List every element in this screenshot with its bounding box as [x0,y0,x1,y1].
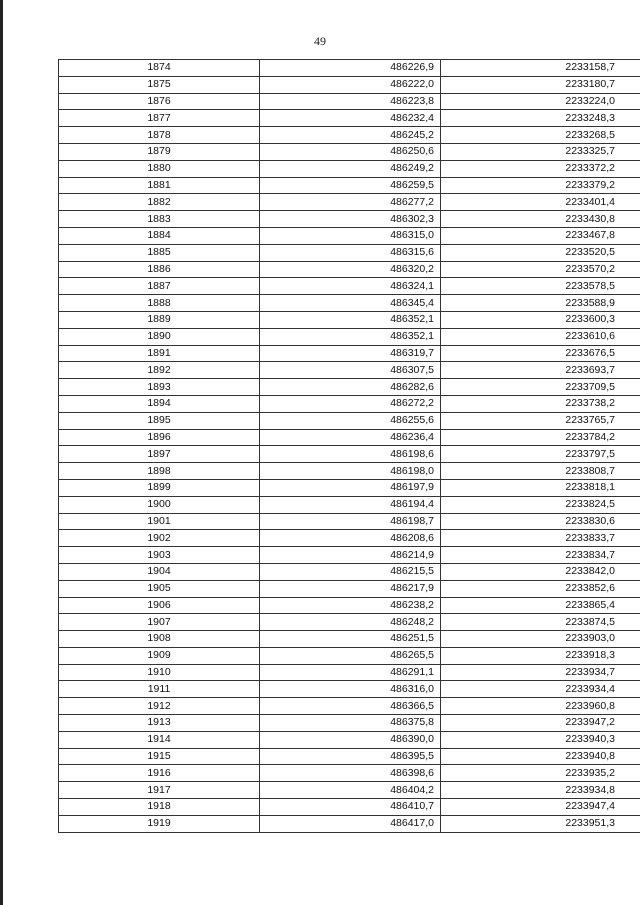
x-coordinate-cell: 486395,5 [260,748,441,765]
x-coordinate-cell: 486248,2 [260,614,441,631]
point-number-cell: 1887 [59,278,260,295]
point-number-cell: 1888 [59,295,260,312]
point-number-cell: 1876 [59,93,260,110]
point-number-cell: 1874 [59,60,260,77]
table-row [59,563,640,580]
table-row [59,547,640,564]
table-row [59,412,640,429]
x-coordinate-cell: 486291,1 [260,664,441,681]
x-coordinate-cell: 486197,9 [260,479,441,496]
y-coordinate-cell: 2233570,2 [441,261,640,278]
y-coordinate-cell: 2233947,4 [441,799,640,816]
point-number-cell: 1916 [59,765,260,782]
point-number-cell: 1908 [59,631,260,648]
table-row [59,345,640,362]
table-row [59,311,640,328]
table-row [59,60,640,77]
y-coordinate-cell: 2233934,7 [441,664,640,681]
table-row [59,429,640,446]
x-coordinate-cell: 486282,6 [260,379,441,396]
y-coordinate-cell: 2233430,8 [441,211,640,228]
y-coordinate-cell: 2233379,2 [441,177,640,194]
y-coordinate-cell: 2233842,0 [441,563,640,580]
point-number-cell: 1886 [59,261,260,278]
y-coordinate-cell: 2233372,2 [441,160,640,177]
point-number-cell: 1889 [59,311,260,328]
table-row [59,295,640,312]
table-row [59,815,640,832]
x-coordinate-cell: 486398,6 [260,765,441,782]
x-coordinate-cell: 486232,4 [260,110,441,127]
x-coordinate-cell: 486417,0 [260,815,441,832]
y-coordinate-cell: 2233248,3 [441,110,640,127]
y-coordinate-cell: 2233325,7 [441,143,640,160]
page-left-edge [0,0,3,905]
point-number-cell: 1897 [59,446,260,463]
point-number-cell: 1914 [59,731,260,748]
coordinates-table-body [59,60,640,833]
x-coordinate-cell: 486410,7 [260,799,441,816]
point-number-cell: 1893 [59,379,260,396]
point-number-cell: 1910 [59,664,260,681]
point-number-cell: 1892 [59,362,260,379]
point-number-cell: 1898 [59,463,260,480]
table-row [59,614,640,631]
table-row [59,177,640,194]
x-coordinate-cell: 486272,2 [260,395,441,412]
point-number-cell: 1891 [59,345,260,362]
point-number-cell: 1896 [59,429,260,446]
x-coordinate-cell: 486352,1 [260,328,441,345]
y-coordinate-cell: 2233224,0 [441,93,640,110]
point-number-cell: 1911 [59,681,260,698]
point-number-cell: 1901 [59,513,260,530]
x-coordinate-cell: 486307,5 [260,362,441,379]
coordinates-table [58,59,640,833]
x-coordinate-cell: 486208,6 [260,530,441,547]
y-coordinate-cell: 2233693,7 [441,362,640,379]
x-coordinate-cell: 486302,3 [260,211,441,228]
x-coordinate-cell: 486198,7 [260,513,441,530]
y-coordinate-cell: 2233610,6 [441,328,640,345]
y-coordinate-cell: 2233784,2 [441,429,640,446]
point-number-cell: 1875 [59,76,260,93]
x-coordinate-cell: 486375,8 [260,715,441,732]
y-coordinate-cell: 2233934,4 [441,681,640,698]
y-coordinate-cell: 2233268,5 [441,127,640,144]
point-number-cell: 1909 [59,647,260,664]
x-coordinate-cell: 486214,9 [260,547,441,564]
x-coordinate-cell: 486223,8 [260,93,441,110]
table-row [59,580,640,597]
table-row [59,513,640,530]
table-row [59,681,640,698]
y-coordinate-cell: 2233676,5 [441,345,640,362]
y-coordinate-cell: 2233874,5 [441,614,640,631]
y-coordinate-cell: 2233738,2 [441,395,640,412]
point-number-cell: 1918 [59,799,260,816]
x-coordinate-cell: 486366,5 [260,698,441,715]
x-coordinate-cell: 486245,2 [260,127,441,144]
table-row [59,698,640,715]
y-coordinate-cell: 2233824,5 [441,496,640,513]
y-coordinate-cell: 2233588,9 [441,295,640,312]
point-number-cell: 1900 [59,496,260,513]
table-row [59,194,640,211]
x-coordinate-cell: 486259,5 [260,177,441,194]
table-row [59,93,640,110]
table-row [59,597,640,614]
y-coordinate-cell: 2233934,8 [441,782,640,799]
x-coordinate-cell: 486277,2 [260,194,441,211]
y-coordinate-cell: 2233834,7 [441,547,640,564]
y-coordinate-cell: 2233808,7 [441,463,640,480]
x-coordinate-cell: 486315,0 [260,227,441,244]
table-row [59,261,640,278]
point-number-cell: 1879 [59,143,260,160]
y-coordinate-cell: 2233865,4 [441,597,640,614]
y-coordinate-cell: 2233520,5 [441,244,640,261]
point-number-cell: 1883 [59,211,260,228]
point-number-cell: 1905 [59,580,260,597]
y-coordinate-cell: 2233578,5 [441,278,640,295]
table-row [59,463,640,480]
point-number-cell: 1917 [59,782,260,799]
x-coordinate-cell: 486198,6 [260,446,441,463]
y-coordinate-cell: 2233180,7 [441,76,640,93]
point-number-cell: 1913 [59,715,260,732]
table-row [59,143,640,160]
table-row [59,244,640,261]
y-coordinate-cell: 2233765,7 [441,412,640,429]
y-coordinate-cell: 2233830,6 [441,513,640,530]
point-number-cell: 1877 [59,110,260,127]
x-coordinate-cell: 486249,2 [260,160,441,177]
point-number-cell: 1915 [59,748,260,765]
table-row [59,748,640,765]
x-coordinate-cell: 486194,4 [260,496,441,513]
table-row [59,362,640,379]
x-coordinate-cell: 486255,6 [260,412,441,429]
point-number-cell: 1881 [59,177,260,194]
point-number-cell: 1904 [59,563,260,580]
table-row [59,227,640,244]
point-number-cell: 1903 [59,547,260,564]
y-coordinate-cell: 2233947,2 [441,715,640,732]
table-row [59,127,640,144]
x-coordinate-cell: 486404,2 [260,782,441,799]
table-row [59,782,640,799]
x-coordinate-cell: 486390,0 [260,731,441,748]
y-coordinate-cell: 2233951,3 [441,815,640,832]
x-coordinate-cell: 486222,0 [260,76,441,93]
point-number-cell: 1885 [59,244,260,261]
x-coordinate-cell: 486345,4 [260,295,441,312]
y-coordinate-cell: 2233709,5 [441,379,640,396]
point-number-cell: 1906 [59,597,260,614]
x-coordinate-cell: 486319,7 [260,345,441,362]
y-coordinate-cell: 2233960,8 [441,698,640,715]
point-number-cell: 1882 [59,194,260,211]
x-coordinate-cell: 486316,0 [260,681,441,698]
y-coordinate-cell: 2233797,5 [441,446,640,463]
table-row [59,160,640,177]
point-number-cell: 1878 [59,127,260,144]
x-coordinate-cell: 486250,6 [260,143,441,160]
table-row [59,496,640,513]
y-coordinate-cell: 2233935,2 [441,765,640,782]
y-coordinate-cell: 2233940,3 [441,731,640,748]
y-coordinate-cell: 2233401,4 [441,194,640,211]
x-coordinate-cell: 486215,5 [260,563,441,580]
x-coordinate-cell: 486315,6 [260,244,441,261]
point-number-cell: 1899 [59,479,260,496]
y-coordinate-cell: 2233903,0 [441,631,640,648]
x-coordinate-cell: 486238,2 [260,597,441,614]
point-number-cell: 1894 [59,395,260,412]
point-number-cell: 1880 [59,160,260,177]
table-row [59,328,640,345]
y-coordinate-cell: 2233818,1 [441,479,640,496]
x-coordinate-cell: 486324,1 [260,278,441,295]
point-number-cell: 1907 [59,614,260,631]
x-coordinate-cell: 486320,2 [260,261,441,278]
point-number-cell: 1919 [59,815,260,832]
table-row [59,731,640,748]
x-coordinate-cell: 486251,5 [260,631,441,648]
table-row [59,715,640,732]
table-row [59,211,640,228]
y-coordinate-cell: 2233467,8 [441,227,640,244]
y-coordinate-cell: 2233918,3 [441,647,640,664]
point-number-cell: 1890 [59,328,260,345]
table-row [59,631,640,648]
table-row [59,278,640,295]
table-row [59,664,640,681]
table-row [59,479,640,496]
table-row [59,395,640,412]
y-coordinate-cell: 2233600,3 [441,311,640,328]
table-row [59,647,640,664]
point-number-cell: 1884 [59,227,260,244]
y-coordinate-cell: 2233940,8 [441,748,640,765]
table-row [59,765,640,782]
point-number-cell: 1902 [59,530,260,547]
page-number: 49 [314,34,326,48]
y-coordinate-cell: 2233852,6 [441,580,640,597]
table-row [59,446,640,463]
point-number-cell: 1895 [59,412,260,429]
table-row [59,76,640,93]
table-row [59,379,640,396]
x-coordinate-cell: 486265,5 [260,647,441,664]
x-coordinate-cell: 486217,9 [260,580,441,597]
table-row [59,530,640,547]
x-coordinate-cell: 486226,9 [260,60,441,77]
point-number-cell: 1912 [59,698,260,715]
x-coordinate-cell: 486236,4 [260,429,441,446]
x-coordinate-cell: 486352,1 [260,311,441,328]
table-row [59,799,640,816]
y-coordinate-cell: 2233158,7 [441,60,640,77]
table-row [59,110,640,127]
y-coordinate-cell: 2233833,7 [441,530,640,547]
x-coordinate-cell: 486198,0 [260,463,441,480]
